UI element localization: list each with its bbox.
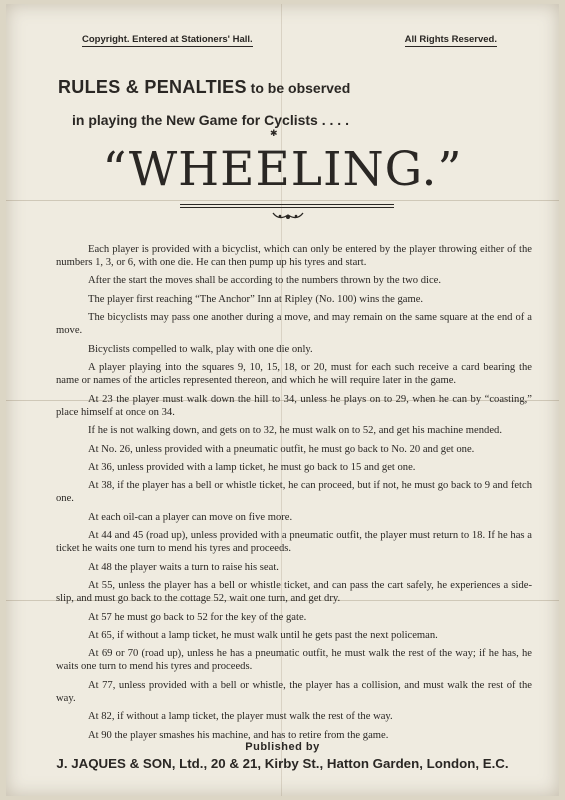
rule-paragraph: At 82, if without a lamp ticket, the player must walk the rest of the way. (88, 711, 393, 723)
rule-paragraph: At each oil-can a player can move on five more. (88, 511, 293, 523)
rule-paragraph: A player playing into the squares 9, 10, 15, 18, or 20, must for each such receive a card bearing the name or names of the articles represented thereon, and which he will require later in the game. (56, 362, 532, 387)
rules-heading-suffix: to be observed (246, 80, 351, 96)
rule-paragraph: At 36, unless provided with a lamp ticket, he must go back to 15 and get one. (88, 461, 416, 473)
published-by-label: Published by (245, 741, 320, 753)
fold-crease (6, 200, 559, 201)
rule-paragraph: If he is not walking down, and gets on to 32, he must walk on to 52, and get his machine mended. (88, 425, 502, 437)
rules-heading-main: RULES & PENALTIES (58, 77, 247, 97)
scroll-ornament-icon (271, 209, 305, 223)
rule-paragraph: At 90 the player smashes his machine, and has to retire from the game. (88, 729, 389, 741)
rules-subheading: in playing the New Game for Cyclists . . . . (72, 112, 349, 128)
rule-paragraph: At No. 26, unless provided with a pneumatic outfit, he must go back to No. 20 and get one. (88, 443, 475, 455)
rule-paragraph: After the start the moves shall be according to the numbers thrown by the two dice. (88, 275, 442, 287)
rule-paragraph: At 69 or 70 (road up), unless he has a pneumatic outfit, he must walk the rest of the way; if he has, he waits one turn to mend his tyres and proceeds. (56, 648, 532, 673)
rule-paragraph: At 44 and 45 (road up), unless provided with a pneumatic outfit, the player must return to 18. If he has a ticket he waits one turn to mend his tyres and proceeds. (56, 530, 532, 555)
title-rule-top (180, 204, 394, 205)
game-title: “WHEELING.” (102, 142, 463, 197)
title-rule-bottom (180, 207, 394, 208)
rights-notice: All Rights Reserved. (404, 34, 497, 45)
rule-paragraph: Bicyclists compelled to walk, play with one die only. (88, 343, 313, 355)
rule-paragraph: At 77, unless provided with a bell or whistle, the player has a collision, and must walk the rest of the way. (56, 679, 532, 704)
publisher-address: J. JAQUES & SON, Ltd., 20 & 21, Kirby St., Hatton Garden, London, E.C. (56, 756, 509, 771)
copyright-notice: Copyright. Entered at Stationers' Hall. (82, 34, 253, 45)
rules-list (56, 243, 532, 747)
document-sheet (6, 4, 559, 796)
rule-paragraph: The bicyclists may pass one another during a move, and may remain on the same square at the end of a move. (56, 312, 532, 337)
rules-heading (58, 77, 350, 98)
star-ornament-icon: ✱ (270, 128, 278, 138)
rule-paragraph: The player first reaching “The Anchor” Inn at Ripley (No. 100) wins the game. (88, 293, 424, 305)
rule-paragraph: At 65, if without a lamp ticket, he must walk until he gets past the next policeman. (88, 629, 438, 641)
rule-paragraph: At 38, if the player has a bell or whistle ticket, he can proceed, but if not, he must go back to 9 and fetch one. (56, 480, 532, 505)
rule-paragraph: At 48 the player waits a turn to raise his seat. (88, 561, 279, 573)
rule-paragraph: At 57 he must go back to 52 for the key of the gate. (88, 611, 307, 623)
rule-paragraph: At 23 the player must walk down the hill to 34, unless he plays on to 29, when he can by “coasting,” place himself at once on 34. (56, 393, 532, 418)
rule-paragraph: Each player is provided with a bicyclist, which can only be entered by the player throwing either of the numbers 1, 3, or 6, with one die. He can then pump up his tyres and start. (56, 244, 532, 269)
rule-paragraph: At 55, unless the player has a bell or whistle ticket, and can pass the cart safely, he experiences a side-slip, and must go back to the cottage 52, wait one turn, and get dry. (56, 580, 532, 605)
